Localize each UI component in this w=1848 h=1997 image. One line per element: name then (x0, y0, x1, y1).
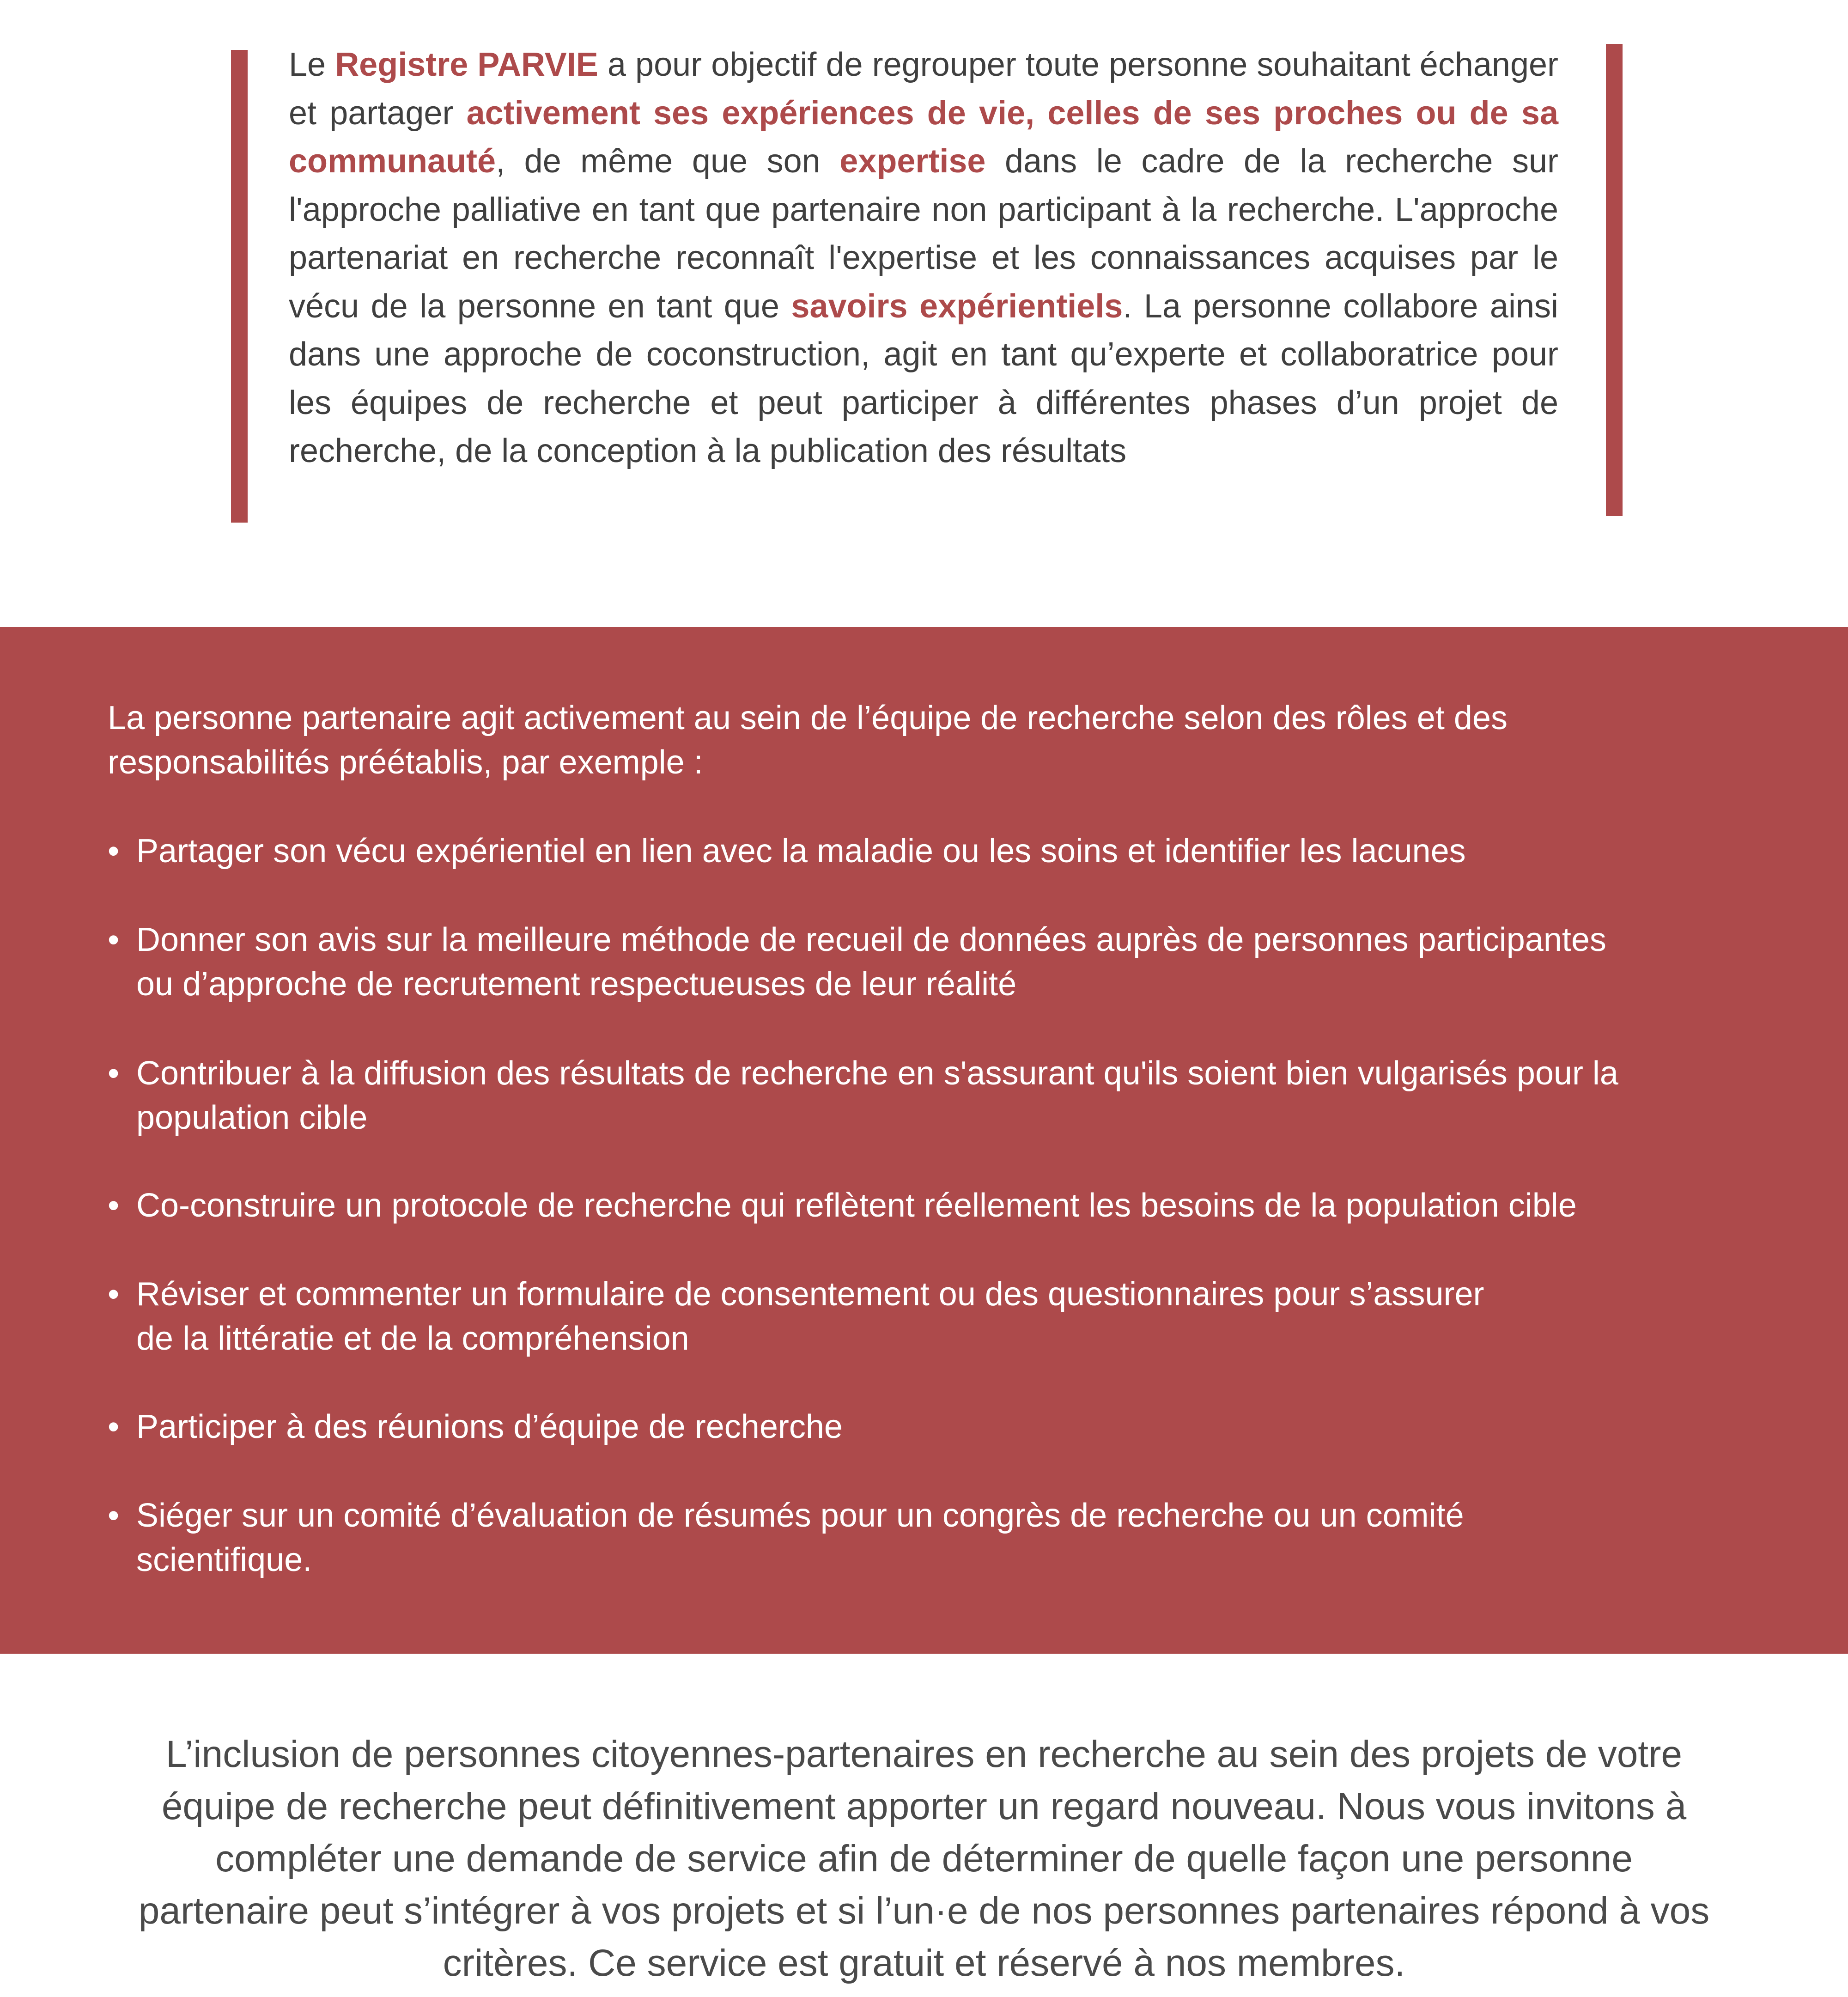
bullet: • (108, 1276, 120, 1313)
role-line: Co-construire un protocole de recherche qui reflètent réellement les besoins de la population cible (136, 1187, 1577, 1224)
roles-intro-line: La personne partenaire agit activement au sein de l’équipe de recherche selon des rôles et des (108, 700, 1508, 737)
highlight-expertise: expertise (839, 143, 986, 180)
quote-bar-right (1606, 44, 1623, 516)
bullet: • (108, 1187, 120, 1224)
role-line: de la littératie et de la compréhension (136, 1320, 689, 1357)
intro-text: dans le cadre de la recherche sur l'approche palliative en tant que partenaire non participant à la recherche. L'approche partenariat en recherche reconnaît l'expertise et les connaissances acquises par le vécu de la personne en tant que (289, 143, 1558, 325)
intro-text: . La personne collabore ainsi dans une approche de coconstruction, agit en tant qu’experte et collaboratrice pour les équipes de recherche et peut participer à différentes phases d’un projet de recherche, de la conception à la publication des résultats (289, 287, 1559, 469)
list-item (108, 1183, 1771, 1228)
highlight-experiences: activement ses expériences de vie, celles de ses proches ou de sa communauté (289, 94, 1558, 180)
roles-intro-line: responsabilités préétablis, par exemple : (108, 744, 703, 781)
list-item (108, 829, 1771, 873)
role-line: Contribuer à la diffusion des résultats de recherche en s'assurant qu'ils soient bien vulgarisés pour la (136, 1055, 1618, 1092)
roles-intro (108, 696, 1771, 785)
list-item (108, 1405, 1771, 1449)
list-item (108, 1272, 1771, 1361)
list-item (108, 1493, 1771, 1582)
role-line: scientifique. (136, 1541, 312, 1578)
highlight-savoirs: savoirs expérientiels (791, 287, 1123, 325)
bullet: • (108, 921, 120, 958)
closing-line: critères. Ce service est gratuit et réservé à nos membres. (443, 1942, 1405, 1984)
closing-line: équipe de recherche peut définitivement apporter un regard nouveau. Nous vous invitons à (161, 1785, 1687, 1827)
bullet: • (108, 1497, 120, 1534)
list-item (108, 918, 1771, 1006)
role-line: population cible (136, 1099, 368, 1136)
intro-text: a pour objectif de regrouper toute personne souhaitant échanger et partager (289, 46, 1559, 132)
closing-line: L’inclusion de personnes citoyennes-partenaires en recherche au sein des projets de votre (165, 1733, 1682, 1775)
intro-paragraph (289, 41, 1558, 475)
bullet: • (108, 1408, 120, 1445)
closing-line: compléter une demande de service afin de déterminer de quelle façon une personne (215, 1838, 1633, 1880)
role-line: Donner son avis sur la meilleure méthode de recueil de données auprès de personnes participantes (136, 921, 1606, 958)
role-line: ou d’approche de recrutement respectueuses de leur réalité (136, 966, 1017, 1003)
role-line: Réviser et commenter un formulaire de consentement ou des questionnaires pour s’assurer (136, 1276, 1484, 1313)
bullet: • (108, 1055, 120, 1092)
quote-bar-left (231, 50, 248, 523)
closing-paragraph (92, 1728, 1756, 1989)
role-line: Participer à des réunions d’équipe de recherche (136, 1408, 843, 1445)
role-line: Partager son vécu expérientiel en lien avec la maladie ou les soins et identifier les lacunes (136, 833, 1466, 870)
role-line: Siéger sur un comité d’évaluation de résumés pour un congrès de recherche ou un comité (136, 1497, 1464, 1534)
bullet: • (108, 833, 120, 870)
list-item (108, 1051, 1771, 1140)
registry-name: Registre PARVIE (335, 46, 598, 83)
closing-line: partenaire peut s’intégrer à vos projets et si l’un·e de nos personnes partenaires répond à vos (138, 1890, 1710, 1932)
intro-text: Le (289, 46, 335, 83)
intro-text: , de même que son (496, 143, 840, 180)
